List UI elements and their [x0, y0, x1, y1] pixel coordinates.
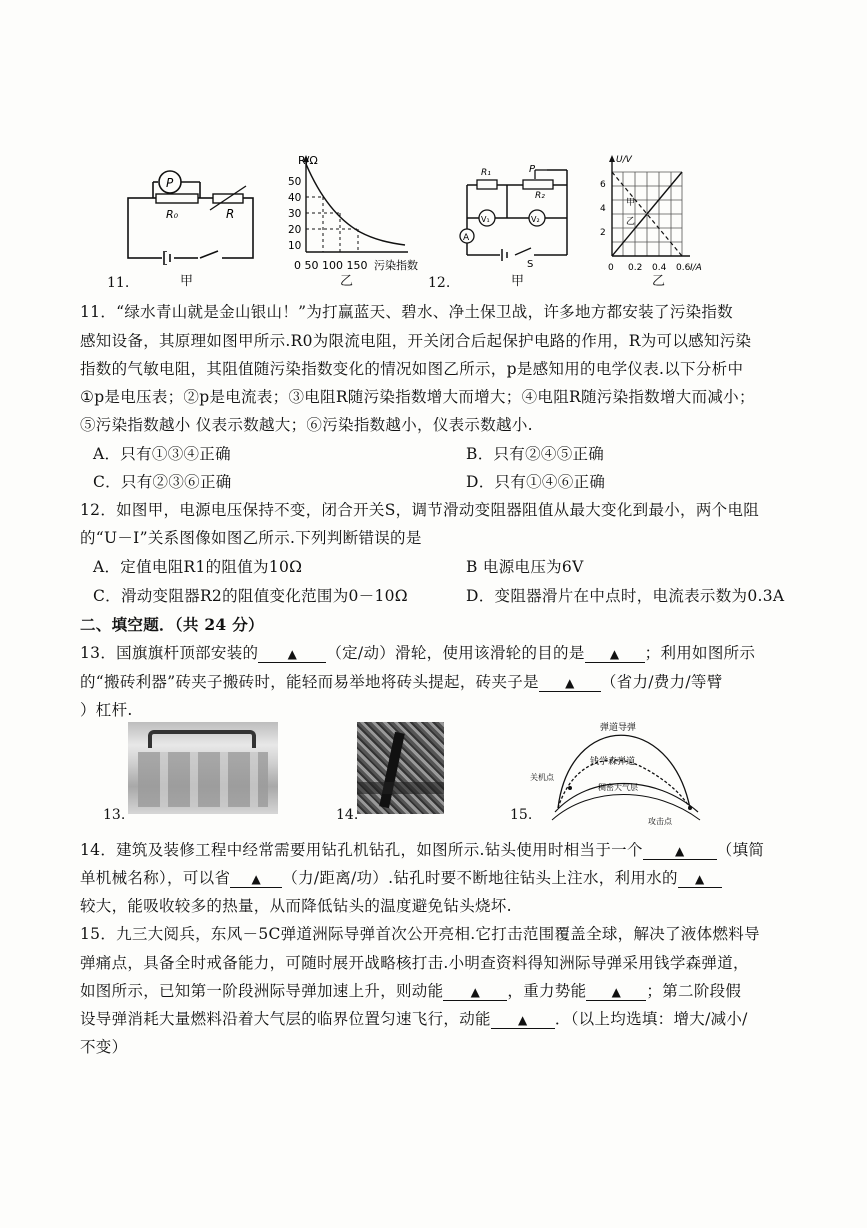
q15-line4: 设导弹消耗大量燃料沿着大气层的临界位置匀速飞行，动能 ▲ ．（以上均选填：增大/减小/	[80, 1010, 748, 1028]
fig12-y-axis-label: U/V	[616, 155, 632, 165]
fig15-atmosphere-label: 稠密大气层	[598, 783, 638, 792]
q13-line3: ）杠杆.	[80, 701, 133, 719]
q13-line2: 的“搬砖利器”砖夹子搬砖时，能轻而易举地将砖头提起，砖夹子是 ▲ （省力/费力/等臂	[80, 673, 723, 691]
fig15-shutdown-point-label: 关机点	[530, 773, 554, 782]
q11-stem-line4: ①p是电压表；②p是电流表；③电阻R随污染指数增大而增大；④电阻R随污染指数增大而减小；	[80, 388, 755, 406]
fig12-xtick: 0.6	[676, 263, 691, 273]
fig15-attack-point-label: 攻击点	[648, 817, 672, 826]
q11-stem-line3: 指数的气敏电阻，其阻值随污染指数变化的情况如图乙所示，p是感知用的电学仪表.以下分析中	[80, 360, 744, 378]
fig13-brick-clamp-photo	[128, 722, 278, 814]
q12-option-d: D．变阻器滑片在中点时，电流表示数为0.3A	[466, 587, 785, 605]
fig14-drill-photo	[357, 722, 444, 814]
fig14-number: 14.	[336, 807, 359, 823]
q14-line2: 单机械名称），可以省 ▲ （力/距离/功）.钻孔时要不断地往钻头上注水，利用水的 ▲	[80, 866, 722, 888]
fig11-ytick: 40	[288, 192, 302, 204]
fig12-xtick: 0.4	[652, 263, 667, 273]
fig12-yi-caption: 乙	[652, 274, 666, 289]
q11-option-b: B．只有②④⑤正确	[466, 445, 605, 463]
fig15-number: 15.	[510, 807, 533, 823]
fig12-xtick: 0	[608, 263, 614, 273]
q15-line2: 弹痛点，具备全时戒备能力，可随时展开战略核打击.小明查资料得知洲际导弹采用钱学森弹道，	[80, 954, 749, 972]
fig11-ytick: 30	[288, 208, 302, 220]
q13-blank-1[interactable]: ▲	[258, 644, 326, 663]
q14-blank-1[interactable]: ▲	[643, 841, 717, 860]
fig11-xticks: 0 50 100 150	[294, 259, 368, 272]
q13-blank-2[interactable]: ▲	[585, 644, 645, 663]
fig11-x-axis-label: 污染指数	[374, 259, 418, 272]
fig11-resistance-graph	[280, 152, 440, 277]
fig13-number: 13.	[103, 807, 126, 823]
fig11-circuit-diagram	[118, 160, 268, 270]
fig12-ytick: 4	[600, 204, 606, 214]
q11-option-c: C．只有②③⑥正确	[93, 473, 232, 491]
fig15-qian-trajectory-label: 钱学森弹道	[590, 757, 636, 767]
fig12-ammeter-label: A	[463, 233, 470, 243]
q12-option-a: A．定值电阻R1的阻值为10Ω	[93, 558, 303, 576]
q15-line5: 不变）	[80, 1038, 128, 1056]
fig12-x-axis-label: I/A	[690, 263, 702, 273]
fig12-ytick: 6	[600, 180, 606, 190]
fig12-number: 12.	[428, 275, 451, 291]
q12-stem-line1: 12．如图甲，电源电压保持不变，闭合开关S，调节滑动变阻器阻值从最大变化到最小，两个电阻	[80, 501, 760, 519]
fig12-jia-caption: 甲	[511, 274, 525, 289]
fig12-slider-label: P	[529, 164, 536, 175]
fig12-circuit-diagram	[455, 160, 575, 270]
fig12-r1-label: R₁	[481, 168, 491, 178]
fig12-ytick: 2	[600, 228, 606, 238]
fig11-number: 11.	[107, 275, 130, 291]
q13-blank-3[interactable]: ▲	[539, 673, 601, 692]
q11-stem-line1: 11．“绿水青山就是金山银山！”为打赢蓝天、碧水、净土保卫战，许多地方都安装了污染指数	[80, 303, 733, 321]
q13-line1: 13．国旗旗杆顶部安装的 ▲ （定/动）滑轮，使用该滑轮的目的是 ▲ ；利用如图所示	[80, 644, 756, 662]
fig11-ytick: 10	[288, 240, 302, 252]
section-2-heading: 二、填空题．（共 24 分）	[80, 615, 264, 634]
fig12-v1-label: V₁	[481, 215, 490, 224]
q14-blank-2[interactable]: ▲	[230, 869, 282, 888]
q15-blank-3[interactable]: ▲	[491, 1010, 555, 1029]
q15-line1: 15．九三大阅兵，东风－5C弹道洲际导弹首次公开亮相.它打击范围覆盖全球，解决了液体燃料导	[80, 925, 760, 943]
fig11-jia-caption: 甲	[180, 274, 194, 289]
q14-blank-3[interactable]: ▲	[678, 869, 722, 888]
fig12-ui-graph	[590, 150, 710, 275]
q15-line3: 如图所示，已知第一阶段洲际导弹加速上升，则动能 ▲ ，重力势能 ▲ ；第二阶段假	[80, 982, 742, 1000]
q15-blank-1[interactable]: ▲	[443, 982, 507, 1001]
q14-line1: 14．建筑及装修工程中经常需要用钻孔机钻孔，如图所示.钻头使用时相当于一个 ▲ （填简	[80, 841, 765, 859]
q11-option-d: D．只有①④⑥正确	[466, 473, 606, 491]
fig15-trajectory-diagram	[530, 716, 705, 826]
q12-option-b: B 电源电压为6V	[466, 558, 584, 576]
fig11-r0-label: R₀	[166, 208, 179, 221]
fig12-r2-label: R₂	[535, 191, 545, 201]
q11-stem-line2: 感知设备，其原理如图甲所示.R0为限流电阻，开关闭合后起保护电路的作用，R为可以感知污染	[80, 332, 752, 350]
fig12-jia-curve-label: 甲	[626, 198, 636, 208]
fig11-r-label: R	[226, 207, 235, 221]
fig11-yi-caption: 乙	[340, 274, 354, 289]
q14-line3: 较大，能吸收较多的热量，从而降低钻头的温度避免钻头烧坏.	[80, 897, 512, 915]
fig12-switch-label: S	[527, 259, 534, 270]
fig11-ytick: 20	[288, 224, 302, 236]
fig11-y-axis-label: R/Ω	[298, 154, 318, 167]
fig12-v2-label: V₂	[531, 215, 540, 224]
q12-option-c: C．滑动变阻器R2的阻值变化范围为0－10Ω	[93, 587, 408, 605]
fig12-yi-curve-label: 乙	[626, 217, 636, 227]
fig11-meter-label: P	[166, 176, 174, 190]
fig15-ballistic-label: 弹道导弹	[600, 723, 637, 733]
q12-stem-line2: 的“U－I”关系图像如图乙所示.下列判断错误的是	[80, 529, 422, 547]
fig12-xtick: 0.2	[628, 263, 643, 273]
q11-stem-line5: ⑤污染指数越小 仪表示数越大；⑥污染指数越小，仪表示数越小.	[80, 416, 533, 434]
q11-option-a: A．只有①③④正确	[93, 445, 231, 463]
q15-blank-2[interactable]: ▲	[586, 982, 646, 1001]
fig11-ytick: 50	[288, 176, 302, 188]
